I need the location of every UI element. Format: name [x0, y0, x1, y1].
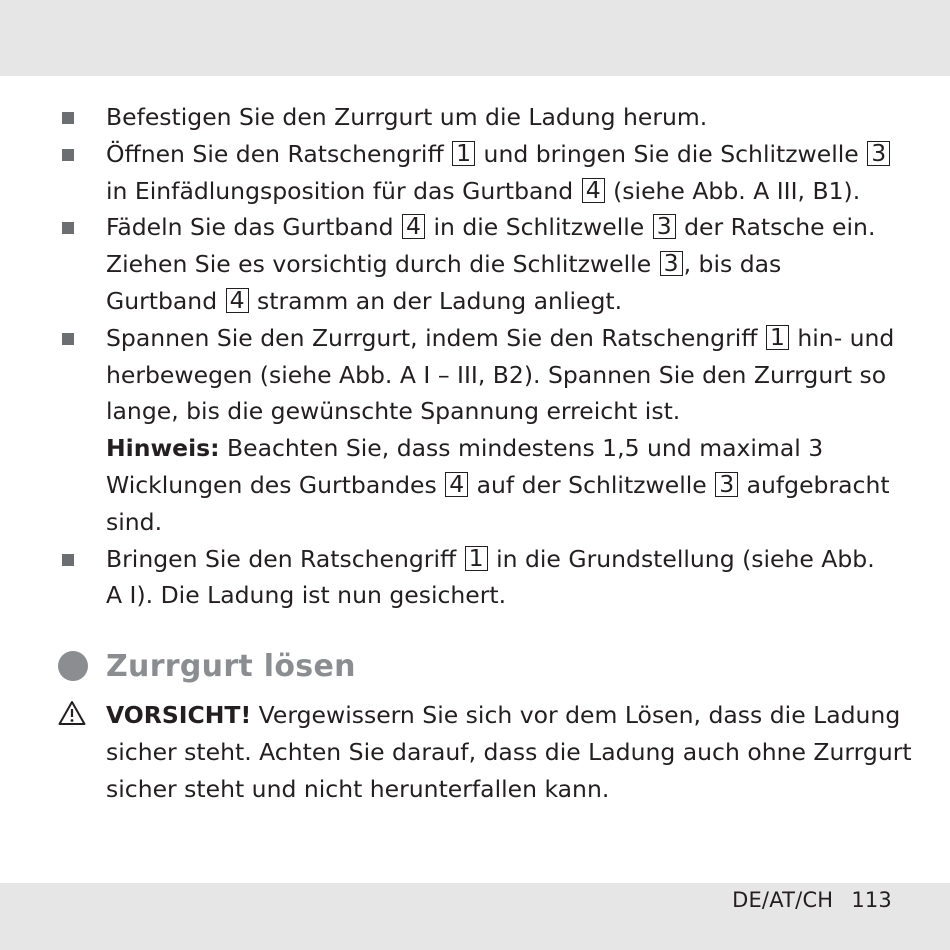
list-item — [58, 209, 898, 319]
item-text: in die Schlitzwelle — [425, 213, 652, 242]
note-text: auf der Schlitzwelle — [469, 470, 715, 499]
part-reference: 4 — [226, 288, 249, 313]
list-item — [58, 320, 898, 541]
item-text: Bringen Sie den Ratschengriff — [106, 544, 464, 573]
item-text: , bis das Gurtband — [106, 250, 782, 315]
section-title: Zurrgurt lösen — [106, 649, 356, 684]
caution-label: VORSICHT! — [106, 701, 252, 729]
bullet-square-icon — [62, 333, 74, 345]
part-reference: 4 — [582, 178, 605, 203]
bullet-square-icon — [62, 149, 74, 161]
note-text: aufgebracht sind. — [106, 470, 890, 536]
item-text: stramm an der Ladung anliegt. — [249, 286, 623, 315]
caution-text — [58, 697, 918, 807]
part-reference: 3 — [867, 141, 890, 166]
item-text: und bringen Sie die Schlitzwelle — [476, 139, 867, 168]
part-reference: 4 — [445, 472, 468, 497]
page-footer — [732, 888, 892, 912]
caution-body: Vergewissern Sie sich vor dem Lösen, dass die Ladung sicher steht. Achten Sie darauf, dass die Ladung auch ohne Zurrgurt sicher steht und nicht herunterfallen kann. — [106, 701, 912, 803]
list-item — [58, 136, 898, 210]
caution-block — [58, 697, 918, 807]
item-text: Öffnen Sie den Ratschengriff — [106, 139, 452, 168]
item-text: hin- und herbewegen (siehe Abb. A I – III, B2). Spannen Sie den Zurrgurt so lange, bis die gewünschte Spannung erreicht ist. — [106, 323, 895, 426]
region-code: DE/AT/CH — [732, 888, 834, 912]
bullet-square-icon — [62, 222, 74, 234]
section-heading — [58, 645, 918, 689]
part-reference: 3 — [660, 251, 683, 276]
note-text: Beachten Sie, dass mindestens 1,5 und maximal 3 Wicklungen des Gurtbandes — [106, 434, 824, 499]
list-item — [58, 99, 898, 136]
page-number: 113 — [851, 888, 892, 912]
part-reference: 3 — [653, 214, 676, 239]
list-item — [58, 541, 898, 615]
warning-triangle-icon — [58, 700, 86, 726]
note-label: Hinweis: — [106, 434, 220, 463]
part-reference: 4 — [402, 214, 425, 239]
item-text: in Einfädlungsposition für das Gurtband — [106, 176, 581, 205]
item-text: (siehe Abb. A III, B1). — [605, 176, 861, 205]
item-text: Fädeln Sie das Gurtband — [106, 213, 402, 242]
item-text: Spannen Sie den Zurrgurt, indem Sie den Ratschengriff — [106, 323, 765, 352]
part-reference: 1 — [465, 546, 488, 571]
header-band — [0, 0, 950, 76]
part-reference: 1 — [452, 141, 475, 166]
bullet-square-icon — [62, 554, 74, 566]
section-dot-icon — [58, 651, 88, 681]
part-reference: 1 — [766, 325, 789, 350]
bullet-square-icon — [62, 112, 74, 124]
part-reference: 3 — [715, 472, 738, 497]
item-text: der Ratsche ein. Ziehen Sie es vorsichtig durch die Schlitzwelle — [106, 213, 876, 279]
item-text: in die Grundstellung (siehe Abb. A I). Die Ladung ist nun gesichert. — [106, 544, 875, 610]
item-text: Befestigen Sie den Zurrgurt um die Ladung herum. — [106, 103, 708, 131]
instruction-list — [58, 99, 898, 614]
